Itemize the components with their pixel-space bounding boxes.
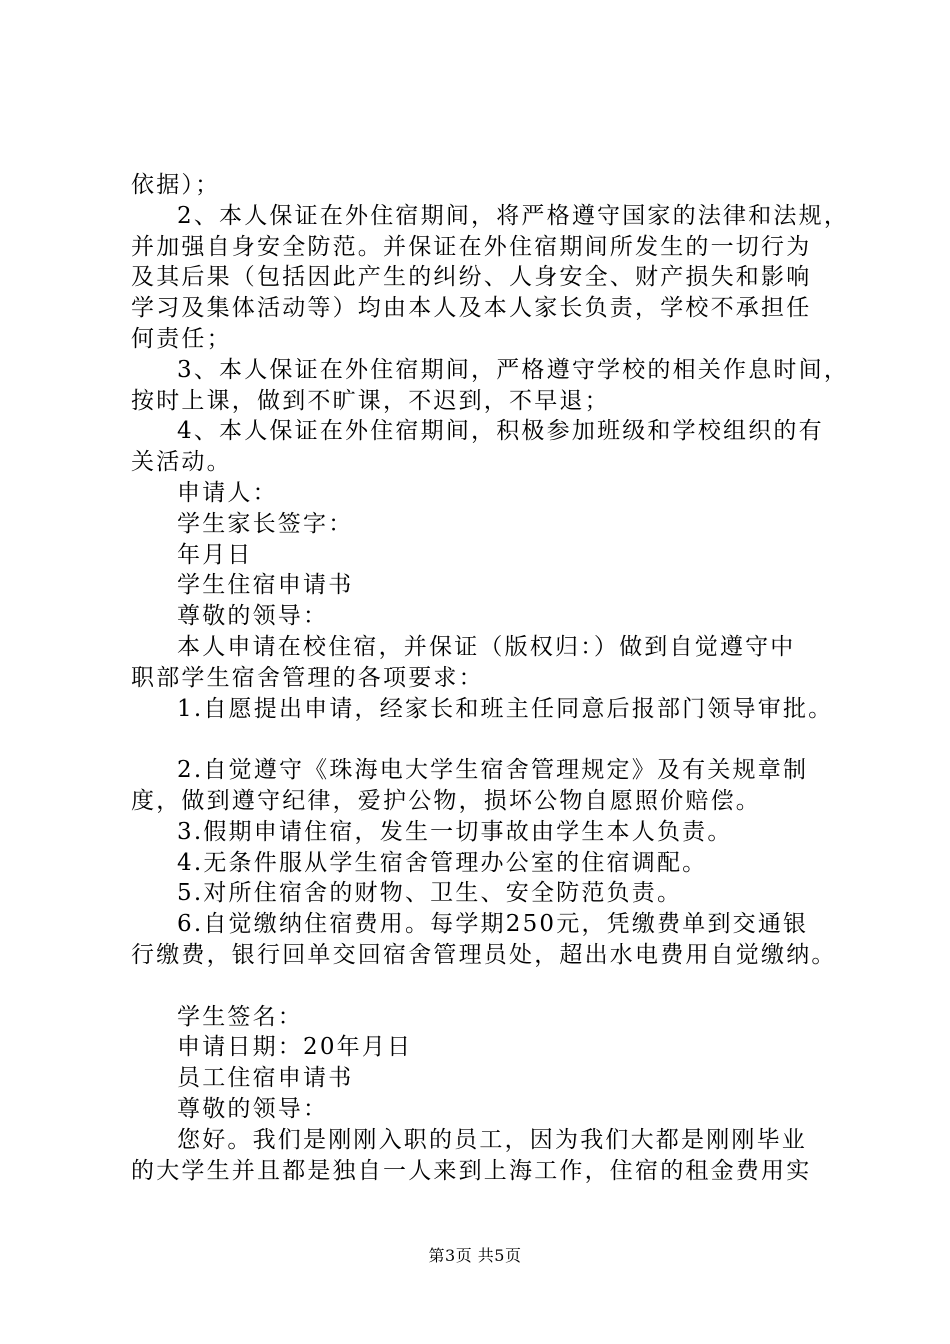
text-line: 的大学生并且都是独自一人来到上海工作，住宿的租金费用实: [131, 1157, 812, 1184]
text-line: 度，做到遵守纪律，爱护公物，损坏公物自愿照价赔偿。: [131, 787, 761, 814]
text-line: 您好。我们是刚刚入职的员工，因为我们大都是刚刚毕业: [177, 1126, 807, 1153]
text-line: 申请人：: [177, 479, 278, 506]
text-line: 4、本人保证在外住宿期间，积极参加班级和学校组织的有: [177, 418, 824, 445]
text-line: 及其后果（包括因此产生的纠纷、人身安全、财产损失和影响: [131, 264, 812, 291]
text-line: 学生家长签字：: [177, 510, 354, 537]
text-line: 学习及集体活动等）均由本人及本人家长负责，学校不承担任: [131, 295, 812, 322]
text-line: 本人申请在校住宿，并保证（版权归：）做到自觉遵守中: [177, 633, 796, 660]
text-line: 5.对所住宿舍的财物、卫生、安全防范负责。: [177, 880, 683, 907]
text-line: 尊敬的领导：: [177, 603, 329, 630]
text-line: 行缴费，银行回单交回宿舍管理员处，超出水电费用自觉缴纳。: [131, 941, 837, 968]
blank-line: [131, 724, 831, 755]
text-line: 年月日: [177, 541, 253, 568]
text-line: 尊敬的领导：: [177, 1095, 329, 1122]
text-line: 2、本人保证在外住宿期间，将严格遵守国家的法律和法规，: [177, 202, 850, 229]
text-line: 何责任；: [131, 325, 232, 352]
blank-line: [131, 971, 831, 1002]
text-line: 关活动。: [131, 449, 232, 476]
document-body: [131, 170, 850, 1186]
text-line: 2.自觉遵守《珠海电大学生宿舍管理规定》及有关规章制: [177, 757, 809, 784]
text-line: 按时上课，做到不旷课，不迟到，不早退；: [131, 387, 610, 414]
text-line: 并加强自身安全防范。并保证在外住宿期间所发生的一切行为: [131, 233, 812, 260]
text-line: 申请日期：20年月日: [177, 1034, 413, 1061]
text-line: 4.无条件服从学生宿舍管理办公室的住宿调配。: [177, 849, 708, 876]
text-line: 1.自愿提出申请，经家长和班主任同意后报部门领导审批。: [177, 695, 834, 722]
text-line: 学生住宿申请书: [177, 572, 354, 599]
text-line: 6.自觉缴纳住宿费用。每学期250元，凭缴费单到交通银: [177, 911, 809, 938]
page-footer: 第3页 共5页: [428, 1246, 522, 1265]
text-line: 职部学生宿舍管理的各项要求：: [131, 664, 484, 691]
text-line: 员工住宿申请书: [177, 1065, 354, 1092]
text-line: 依据）；: [131, 172, 221, 198]
text-line: 3、本人保证在外住宿期间，严格遵守学校的相关作息时间，: [177, 356, 850, 383]
text-line: 3.假期申请住宿，发生一切事故由学生本人负责。: [177, 818, 733, 845]
text-line: 学生签名：: [177, 1003, 303, 1030]
